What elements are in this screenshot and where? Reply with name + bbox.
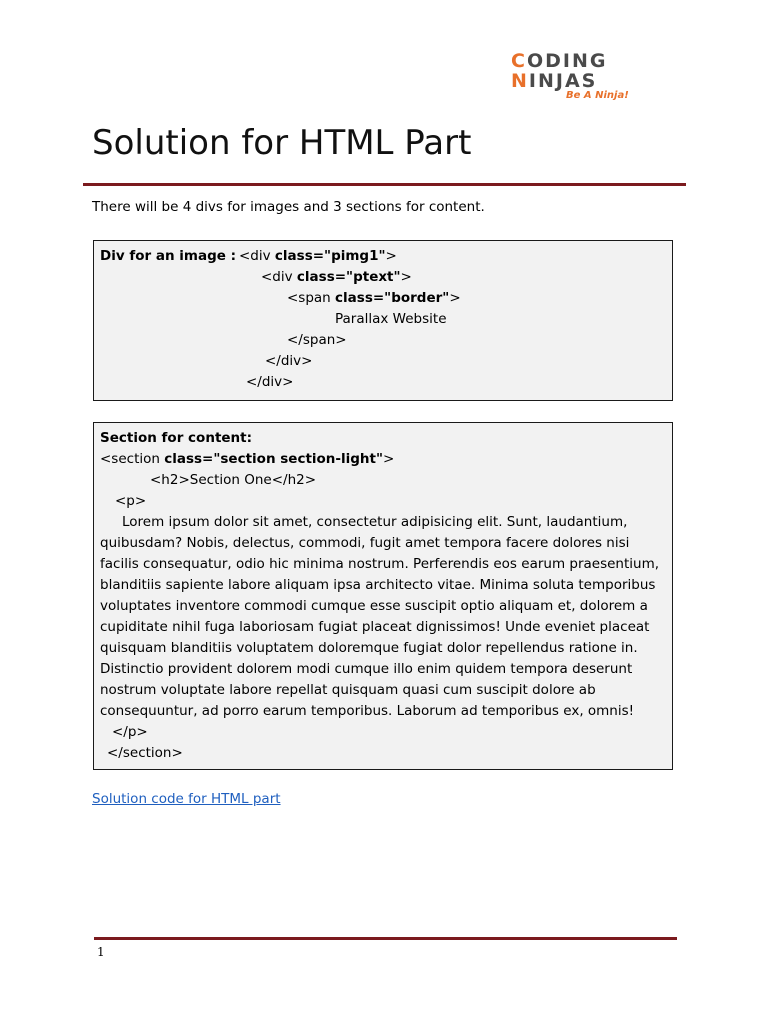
code-tag-close: > xyxy=(383,451,395,467)
code-tag: <div xyxy=(239,248,275,264)
code-line: </span> xyxy=(287,332,347,348)
footer-divider xyxy=(94,937,677,940)
page-number: 1 xyxy=(97,945,105,959)
image-div-label: Div for an image : xyxy=(100,248,236,264)
code-attr: class="ptext" xyxy=(296,269,401,285)
code-line xyxy=(261,267,412,288)
logo-line-coding xyxy=(511,50,607,72)
logo-tagline: Be A Ninja! xyxy=(566,90,629,101)
code-line xyxy=(287,288,461,309)
code-tag-close: > xyxy=(385,248,397,264)
logo-line-ninjas xyxy=(511,70,597,92)
logo-letter-c: C xyxy=(511,50,527,72)
code-tag-close: > xyxy=(400,269,412,285)
code-line: </p> xyxy=(112,724,148,740)
intro-text: There will be 4 divs for images and 3 sections for content. xyxy=(92,199,485,215)
code-line xyxy=(100,449,666,470)
section-code-box xyxy=(93,422,673,770)
logo-text-injas: INJAS xyxy=(528,70,598,92)
code-line: </section> xyxy=(107,745,183,761)
code-line: </div> xyxy=(265,353,313,369)
section-label: Section for content: xyxy=(100,430,253,446)
solution-code-link[interactable]: Solution code for HTML part xyxy=(92,791,281,807)
lorem-paragraph xyxy=(100,512,666,722)
code-line: </div> xyxy=(246,374,294,390)
code-line: <h2>Section One</h2> xyxy=(150,472,317,488)
code-attr: class="border" xyxy=(335,290,450,306)
code-tag-close: > xyxy=(449,290,461,306)
logo-text-oding: ODING xyxy=(526,50,608,72)
code-line xyxy=(239,246,397,267)
image-div-code-box xyxy=(93,240,673,401)
code-tag: <div xyxy=(261,269,297,285)
code-tag: <section xyxy=(100,451,165,467)
code-attr: class="section section-light" xyxy=(164,451,384,467)
lorem-paragraph-text: Lorem ipsum dolor sit amet, consectetur adipisicing elit. Sunt, laudantium, quibusdam? Nobis, delectus, commodi, fugit amet tempora facere dolores nisi facilis consequatur, odio hic minima nostrum. Perferendis eos earum praesentium, blanditiis sapiente labore aliquam ipsa architecto vitae. Minima soluta temporibus voluptates inventore commodi cumque esse suscipit optio aliquam et, dolorem a cupiditate nihil fuga laboriosam fugiat placeat dignissimos! Unde eveniet placeat quisquam blanditiis voluptatem doloremque fugiat dolor repellendus ratione in. Distinctio provident dolorem modi cumque illo enim quidem tempora deserunt nostrum voluptate labore repellat quisquam quasi cum suscipit dolore ab consequuntur, ad porro earum temporibus. Laborum ad temporibus ex, omnis! xyxy=(100,514,660,719)
code-tag: <span xyxy=(287,290,336,306)
page-title: Solution for HTML Part xyxy=(92,123,472,163)
coding-ninjas-logo xyxy=(511,50,631,102)
title-divider xyxy=(83,183,686,186)
code-line: Parallax Website xyxy=(335,311,447,327)
code-attr: class="pimg1" xyxy=(274,248,386,264)
logo-letter-n: N xyxy=(511,70,529,92)
code-line: <p> xyxy=(115,493,147,509)
